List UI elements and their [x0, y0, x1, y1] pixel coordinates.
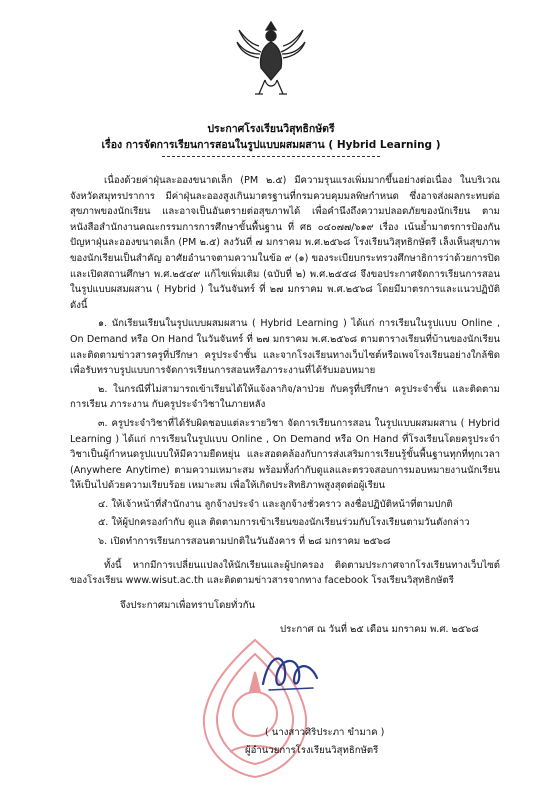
announce-date: ประกาศ ณ วันที่ ๒๕ เดือน มกราคม พ.ศ. ๒๕๖๘ [280, 624, 479, 635]
intro-paragraph: เนื่องด้วยค่าฝุ่นละอองขนาดเล็ก (PM ๒.๕) มีความรุนแรงเพิ่มมากขึ้นอย่างต่อเนื่อง ในบริเวณจังหวัดสมุทรปราการ มีค่าฝุ่นละอองสูงเกินมาตรฐานที่กรมควบคุมมลพิษกำหนด ซึ่งอาจส่งผลกระทบต่อสุขภาพของนักเรียน และอาจเป็นอันตรายต่อสุขภาพได้ เพื่อคำนึงถึงความปลอดภัยของนักเรียน ตามหนังสือสำนักงานคณะกรรมการการศึกษาขั้นพื้นฐาน ที่ ศธ ๐๔๐๗๗/๖๑๙ เรื่อง เน้นย้ำมาตรการป้องกันปัญหาฝุ่นละอองขนาดเล็ก (PM ๒.๕) ลงวันที่ ๗ มกราคม พ.ศ.๒๕๖๘ โรงเรียนวิสุทธิกษัตรี เล็งเห็นสุขภาพของนักเรียนเป็นสำคัญ อาศัยอำนาจตามความในข้อ ๙ (๑) ของระเบียบกระทรวงศึกษาธิการว่าด้วยการปิดและเปิดสถานศึกษา พ.ศ.๒๕๔๙ แก้ไขเพิ่มเติม (ฉบับที่ ๒) พ.ศ.๒๕๕๘ จึงขอประกาศจัดการเรียนการสอนในรูปแบบผสมผสาน ( Hybrid ) ในวันจันทร์ ที่ ๒๗ มกราคม พ.ศ.๒๕๖๘ โดยมีมาตรการและแนวปฏิบัติดังนี้ [70, 175, 500, 311]
announce-line: จึงประกาศมาเพื่อทราบโดยทั่วกัน [120, 600, 256, 611]
signer-position: ผู้อำนวยการโรงเรียนวิสุทธิกษัตรี [245, 745, 379, 756]
item-3: ๓. ครูประจำวิชาที่ได้รับผิดชอบแต่ละรายวิชา จัดการเรียนการสอน ในรูปแบบผสมผสาน ( Hybrid Learning ) ได้แก่ การเรียนในรูปแบบ Online , On Demand หรือ On Hand ที่โรงเรียนโดยครูประจำวิชาเป็นผู้กำหนดรูปแบบให้มีความยืดหยุ่น และสอดคล้องกับการส่งเสริมการเรียนรู้ขั้นพื้นฐานทุกที่ทุกเวลา (Anywhere Anytime) ตามความเหมาะสม พร้อมทั้งกำกับดูแลและตรวจสอบการมอบหมายงานนักเรียนให้เป็นไปด้วยความเรียบร้อย เหมาะสม เพื่อให้เกิดประสิทธิภาพสูงสุดต่อผู้เรียน [70, 417, 500, 492]
closing-paragraph: ทั้งนี้ หากมีการเปลี่ยนแปลงให้นักเรียนและผู้ปกครอง ติดตามประกาศจากโรงเรียนทางเว็บไซต์ของโรงเรียน www.wisut.ac.th และติดตามข่าวสารจากทาง facebook โรงเรียนวิสุทธิกษัตรี [70, 559, 500, 587]
item-1: ๑. นักเรียนเรียนในรูปแบบผสมผสาน ( Hybrid Learning ) ได้แก่ การเรียนในรูปแบบ Online , On Demand หรือ On Hand ในวันจันทร์ ที่ ๒๗ มกราคม พ.ศ.๒๕๖๘ ตามตารางเรียนที่บ้านของนักเรียน และติดตามข่าวสารครูที่ปรึกษา ครูประจำชั้น และจากโรงเรียนทางเว็บไซต์หรือเพจโรงเรียนอย่างใกล้ชิด เพื่อรับทราบรูปแบบการจัดการเรียนการสอนหรือภาระงานที่ได้รับมอบหมาย [70, 318, 500, 377]
signature-block [210, 622, 530, 792]
signer-name: ( นางสาวศิริประภา ขำมาค ) [265, 727, 385, 738]
announcement-body [70, 173, 500, 592]
announcement-title: ประกาศโรงเรียนวิสุทธิกษัตรี [207, 123, 335, 135]
announcement-subject: เรื่อง การจัดการเรียนการสอนในรูปแบบผสมผสาน ( Hybrid Learning ) [101, 139, 441, 151]
item-5: ๕. ให้ผู้ปกครองกำกับ ดูแล ติดตามการเข้าเรียนของนักเรียนร่วมกับโรงเรียนตามวันดังกล่าว [98, 517, 470, 529]
handwritten-signature [255, 644, 325, 699]
divider [162, 156, 380, 157]
item-2: ๒. ในกรณีที่ไม่สามารถเข้าเรียนได้ให้แจ้งลากิจ/ลาป่วย กับครูที่ปรึกษา ครูประจำชั้น และติดตามการเรียน ภาระงาน กับครูประจำวิชาในภายหลัง [70, 383, 500, 411]
item-6: ๖. เปิดทำการเรียนการสอนตามปกติในวันอังคาร ที่ ๒๘ มกราคม ๒๕๖๘ [98, 536, 391, 548]
item-4: ๔. ให้เจ้าหน้าที่สำนักงาน ลูกจ้างประจำ และลูกจ้างชั่วคราว ลงชื่อปฏิบัติหน้าที่ตามปกติ [98, 498, 453, 510]
garuda-emblem-icon [235, 18, 307, 100]
